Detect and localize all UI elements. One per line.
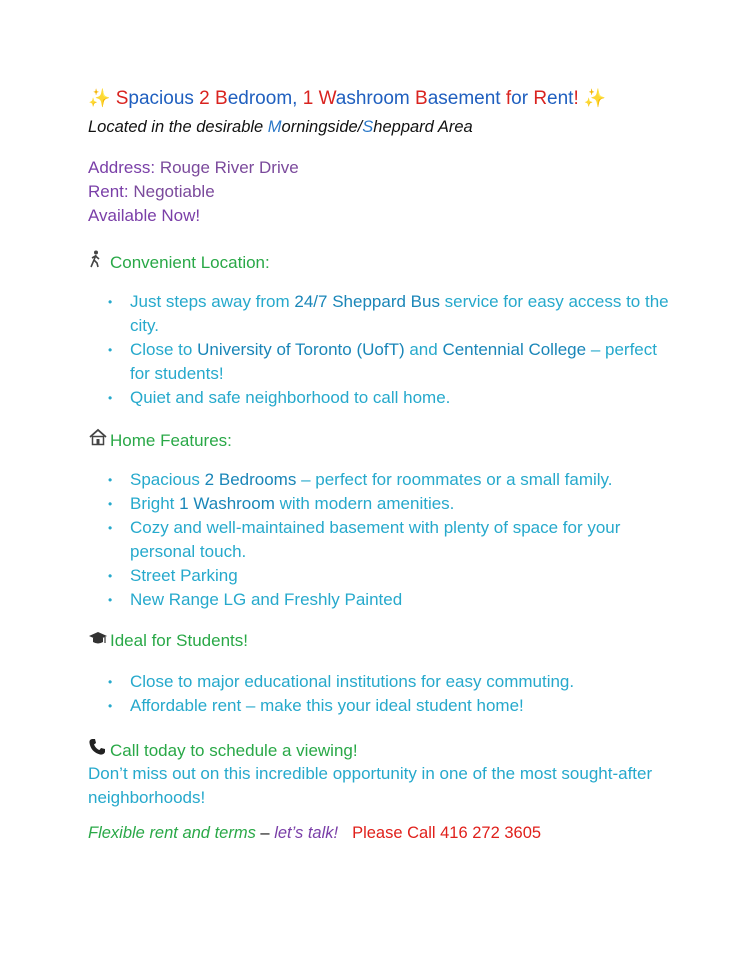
- footer-line: Flexible rent and terms – let’s talk! Please Call 416 272 3605: [88, 824, 542, 842]
- list-item: • Affordable rent – make this your ideal student home!: [108, 694, 672, 718]
- list-item: • Cozy and well-maintained basement with plenty of space for your personal touch.: [108, 516, 672, 564]
- address-line: Address: Rouge River Drive: [88, 158, 299, 177]
- availability-line: Available Now!: [88, 206, 201, 225]
- sparkle-icon-right: ✨: [578, 88, 607, 108]
- list-item: • Spacious 2 Bedrooms – perfect for roommates or a small family.: [108, 468, 672, 492]
- list-item: • Close to major educational institutions for easy commuting.: [108, 670, 672, 694]
- listing-title: ✨ Spacious 2 Bedroom, 1 Washroom Basement for Rent! ✨: [88, 88, 607, 109]
- list-item: • Bright 1 Washroom with modern amenities.: [108, 492, 672, 516]
- walking-person-icon: [88, 250, 110, 273]
- list-item: • Street Parking: [108, 564, 672, 588]
- house-icon: [88, 428, 110, 451]
- students-heading: Ideal for Students!: [88, 630, 248, 651]
- location-heading: Convenient Location:: [88, 250, 270, 273]
- cta-heading: Call today to schedule a viewing!: [88, 738, 358, 761]
- list-item: • Just steps away from 24/7 Sheppard Bus service for easy access to the city.: [108, 290, 672, 338]
- listing-subtitle: Located in the desirable Morningside/Sheppard Area: [88, 118, 473, 136]
- list-item: • Close to University of Toronto (UofT) and Centennial College – perfect for students!: [108, 338, 672, 386]
- list-item: • Quiet and safe neighborhood to call home.: [108, 386, 672, 410]
- features-list: [108, 468, 672, 612]
- location-list: [108, 290, 672, 410]
- phone-icon: [88, 738, 110, 761]
- list-item: • New Range LG and Freshly Painted: [108, 588, 672, 612]
- cta-paragraph: Don’t miss out on this incredible opportunity in one of the most sought-after neighborhoods!: [88, 764, 653, 807]
- rent-line: Rent: Negotiable: [88, 182, 215, 201]
- phone-number: Please Call 416 272 3605: [352, 824, 542, 842]
- sparkle-icon: ✨: [88, 88, 111, 108]
- features-heading: Home Features:: [88, 428, 232, 451]
- graduation-cap-icon: [88, 630, 110, 651]
- students-list: [108, 670, 672, 718]
